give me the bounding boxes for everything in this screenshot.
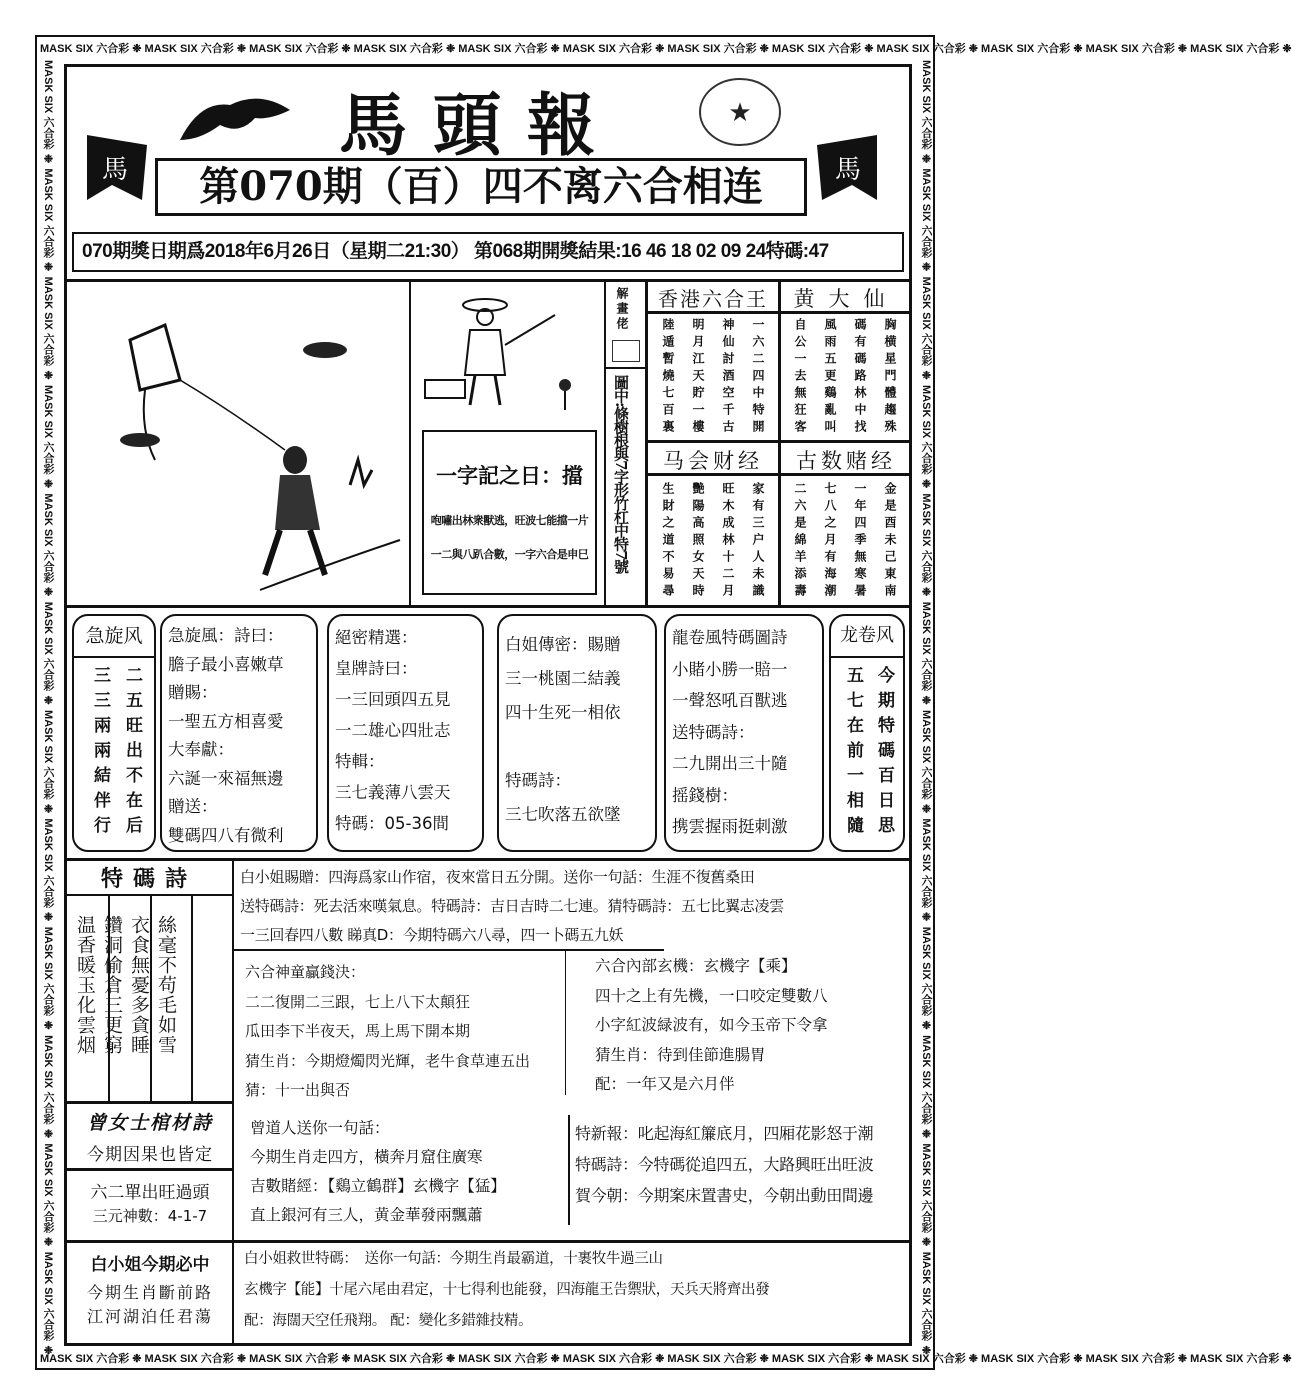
text-line: 三七吹落五欲墜 [505,805,621,824]
zeng-line: 六二單出旺過頭 [90,1183,210,1203]
svg-text:★: ★ [728,98,752,128]
text-line: 一聖五方相喜愛 [168,711,284,731]
text-line: 一聲怒吼百獸逃 [672,691,788,710]
text-line: 六合神童贏錢決： [245,963,366,981]
draw-date-result: 070期獎日期爲2018年6月26日（星期二21:30） 第068期開獎結果:16 46 18 02 09 24特碼:47 [72,232,904,272]
special-code-poem-title: 特碼詩 [66,862,232,896]
text-line: 三七義薄八雲天 [335,783,451,802]
divider [234,949,664,951]
divider [778,280,781,606]
longjuanfeng-small-box [829,614,905,852]
baixiaojie-must-win-title: 白小姐今期必中 [90,1255,210,1275]
svg-text:馬: 馬 [101,155,129,185]
grid-poem [785,482,905,604]
poem-column: 一六二四中特開 [751,318,765,437]
text-line: 特碼詩： [505,771,571,790]
poem-column: 陸遁暫燒七百裏 [661,318,675,437]
text-line: 猜生肖：今期燈燭閃光輝，老牛食草連五出 [245,1051,531,1070]
divider [66,279,911,282]
poem-column: 金是酉未己東南 [883,482,897,601]
text-line: 特輯： [335,752,385,771]
grid-poem [653,482,773,604]
poem-column: 今期特碼百日思 [874,666,894,841]
baixiaojie-savior-text [244,1244,769,1337]
grid-poem [653,318,773,440]
text-line: 絕密精選： [335,628,418,647]
riddle-line: 一二與八趴合數，一字六合是申巳 [430,548,589,561]
special-code-poem [72,915,180,1065]
poem-column: 家有三户人未識 [751,482,765,601]
text-line: 一二雄心四壯志 [335,721,451,740]
divider [66,1240,911,1243]
liuhe-boy-text [245,958,530,1106]
poem-column: 絲毫不苟毛如雪 [155,915,177,1055]
liuhe-inner-text [595,952,828,1100]
riddle-label: 解畫佬 [615,287,629,332]
text-line: 瓜田李下半夜天，馬上馬下開本期 [245,1022,471,1040]
three-numbers: 三元神數：4-1-7 [92,1207,208,1225]
text-line: 贈賜： [168,683,218,702]
small-stamp-icon [612,340,640,362]
poem-column: 二六是綿羊添壽 [793,482,807,601]
text-line: 摇錢樹： [672,785,738,805]
divider [646,440,911,443]
box-title: 急旋风 [74,616,154,658]
text-line: 六合內部玄機：玄機字【乘】 [595,957,797,975]
divider [565,950,566,1095]
text-line: 龍卷風特碼圖詩 [672,628,788,647]
zengdaoren-text [250,1114,506,1230]
special-news-text [575,1118,873,1211]
border-right-text: MASK SIX 六合彩 ❉ MASK SIX 六合彩 ❉ MASK SIX 六合彩 ❉ MASK SIX 六合彩 ❉ MASK SIX 六合彩 ❉ MASK SIX 六合彩 ❉ MASK SIX 六合彩 ❉ MASK SIX 六合彩 ❉ MASK SIX 六合彩 ❉ MASK SIX 六合彩 ❉ MASK SIX 六合彩 ❉ MASK SIX 六合彩 ❉ [920,60,932,1358]
one-word-riddle-box [422,430,597,595]
border-top-text: MASK SIX 六合彩 ❉ MASK SIX 六合彩 ❉ MASK SIX 六合彩 ❉ MASK SIX 六合彩 ❉ MASK SIX 六合彩 ❉ MASK SIX 六合彩 ❉ MASK SIX 六合彩 ❉ MASK SIX 六合彩 ❉ MASK SIX 六合彩 ❉ MASK SIX 六合彩 ❉ MASK SIX 六合彩 ❉ MASK SIX 六合彩 ❉ [40,43,1292,55]
divider [66,1101,234,1104]
text-line: 皇牌詩曰： [335,659,418,678]
text-line: 一三回春四八數 睇真D：今期特碼六八尋，四一卜碼五九妖 [240,926,624,944]
text-line [505,730,649,764]
must-win-line: 今期生肖斷前路 [86,1283,213,1302]
text-line: 吉數賭經：【鷄立鶴群】玄機字【猛】 [250,1177,506,1195]
grid-title: 黄大仙 [793,287,899,311]
text-line: 小字紅波緑波有，如今玉帝下令拿 [595,1016,828,1034]
text-line: 玄機字【能】十尾六尾由君定，十七得利也能發，四海龍王告禦狀，天兵天將齊出發 [244,1282,770,1298]
riddle-vertical-hint: 圖中:條樹根與7字形竹杠中特7號 [612,375,630,573]
text-line: 配：一年又是六月伴 [595,1075,735,1093]
poem-column: 二五旺出不在后 [122,666,142,841]
kite-illustration [80,290,400,600]
poem-column: 旺木成林十二月 [721,482,735,601]
text-line: 賀今朝：今期案床置書史，今朝出動田間邊 [575,1186,874,1205]
poem-column: 生財之道不易尋 [661,482,675,601]
baixiaojie-gift-text [240,863,784,950]
text-line: 白小姐賜贈：四海爲家山作宿，夜來當日五分開。送你一句話：生涯不復舊桑田 [240,868,755,886]
poem-column: 五七在前一相隨 [843,666,863,841]
text-line: 送特碼詩： [672,722,755,742]
left-flag-icon [82,130,152,205]
text-line: 配：海闊天空任飛翔。 配：變化多錯雜技精。 [244,1313,533,1329]
secret-selection-box [327,614,484,852]
riddle-box-title: 一字記之日：擋 [436,464,583,488]
divider [606,367,646,369]
border-left-text: MASK SIX 六合彩 ❉ MASK SIX 六合彩 ❉ MASK SIX 六合彩 ❉ MASK SIX 六合彩 ❉ MASK SIX 六合彩 ❉ MASK SIX 六合彩 ❉ MASK SIX 六合彩 ❉ MASK SIX 六合彩 ❉ MASK SIX 六合彩 ❉ MASK SIX 六合彩 ❉ MASK SIX 六合彩 ❉ MASK SIX 六合彩 ❉ [42,60,54,1358]
baijie-secret-box [497,614,657,852]
text-line: 膽子最小喜嫩草 [168,654,284,674]
text-line: 特新報：叱起海紅簾底月，四厢花影怒于潮 [575,1124,874,1143]
text-line: 四十生死一相依 [505,703,621,722]
text-line: 曾道人送你一句話： [250,1119,390,1137]
border-bottom-text: MASK SIX 六合彩 ❉ MASK SIX 六合彩 ❉ MASK SIX 六合彩 ❉ MASK SIX 六合彩 ❉ MASK SIX 六合彩 ❉ MASK SIX 六合彩 ❉ MASK SIX 六合彩 ❉ MASK SIX 六合彩 ❉ MASK SIX 六合彩 ❉ MASK SIX 六合彩 ❉ MASK SIX 六合彩 ❉ MASK SIX 六合彩 ❉ [40,1353,1292,1365]
divider [604,280,606,606]
text-line: 二九開出三十隨 [672,754,788,773]
right-flag-icon [812,130,882,205]
text-line: 直上銀河有三人，黄金華發兩飄蕭 [250,1206,483,1224]
svg-text:馬: 馬 [834,155,862,185]
must-win-line: 江河湖泊任君蕩 [86,1307,213,1326]
poem-column: 艷陽高照女天時 [691,482,705,601]
seal-stamp-icon [695,75,785,150]
text-line: 特碼：05-36間 [335,814,449,833]
text-line: 雙碼四八有微利 [168,825,284,845]
box-title: 龙卷风 [831,616,903,658]
newspaper-title: 馬頭報 [338,86,621,166]
poem-column: 七八之月有海潮 [823,482,837,601]
text-line: 三一桃園二結義 [505,669,621,688]
grid-poem [785,318,905,440]
zeng-coffin-poem-line: 今期因果也皆定 [87,1145,213,1165]
text-line: 小賭小勝一賠一 [672,659,788,679]
text-line: 二二復開二三跟，七上八下太顛狂 [245,992,471,1011]
text-line: 白小姐救世特碼： 送你一句話：今期生肖最霸道，十裹牧牛過三山 [244,1251,663,1267]
poem-column: 衣食無憂多貪睡 [128,915,150,1055]
grid-title: 马会财经 [663,449,763,473]
text-line: 白姐傳密：賜贈 [505,635,621,654]
text-line: 六誕一來福無邊 [168,768,284,788]
text-line: 今期生肖走四方，橫奔月窟住廣寒 [250,1148,483,1166]
divider [191,896,193,1102]
poem-column: 三三兩兩結伴行 [90,666,110,841]
text-line: 大奉獻： [168,740,234,759]
divider [66,605,911,608]
jixuanfeng-small-box [72,614,156,852]
zeng-coffin-poem-title: 曾女士棺材詩 [86,1112,213,1134]
poem-column: 温香暖玉化雲烟 [74,915,96,1055]
poem-column: 自公一去無狂客 [793,318,807,437]
riddle-line: 咆嘯出林衆獸逃，旺波七能擋一片 [430,514,589,527]
text-line: 携雲握雨挺刺激 [672,817,788,836]
jixuanfeng-poem-box [160,614,318,852]
divider [645,280,648,606]
poem-column: 碼有碼路林中找 [853,318,867,437]
text-line: 特碼詩：今特碼從追四五，大路興旺出旺波 [575,1155,874,1174]
horse-logo-icon [170,80,310,150]
text-line: 猜生肖：待到佳節進腸胃 [595,1045,766,1064]
woodcutter-illustration [415,285,600,415]
text-line: 四十之上有先機，一口咬定雙數八 [595,986,828,1005]
text-line: 猜：十一出與否 [245,1081,351,1099]
issue-banner: 第070期（百）四不离六合相连 [155,158,807,216]
text-line: 贈送： [168,797,218,816]
divider [568,1115,570,1225]
poem-column: 鑽洞偷倉三更窮 [101,915,123,1055]
poem-column: 一年四季無寒暑 [853,482,867,601]
divider [409,280,411,606]
text-line: 一三回頭四五見 [335,690,451,709]
poem-column: 胸横星門體趨殊 [883,318,897,437]
divider [66,858,911,861]
text-line: 送特碼詩：死去活來嘆氣息。特碼詩：吉日吉時二七連。猜特碼詩：五七比翼志凌雲 [240,897,784,915]
longjuanfeng-poem-box [664,614,824,852]
text-line: 急旋風：詩曰： [168,626,284,645]
divider [66,1168,234,1171]
poem-column: 風雨五更鷄亂叫 [823,318,837,437]
poem-column: 神仙討酒空千古 [721,318,735,437]
grid-title: 古数赌经 [796,449,896,473]
grid-title: 香港六合王 [658,287,768,311]
poem-column: 明月江天貯一樓 [691,318,705,437]
